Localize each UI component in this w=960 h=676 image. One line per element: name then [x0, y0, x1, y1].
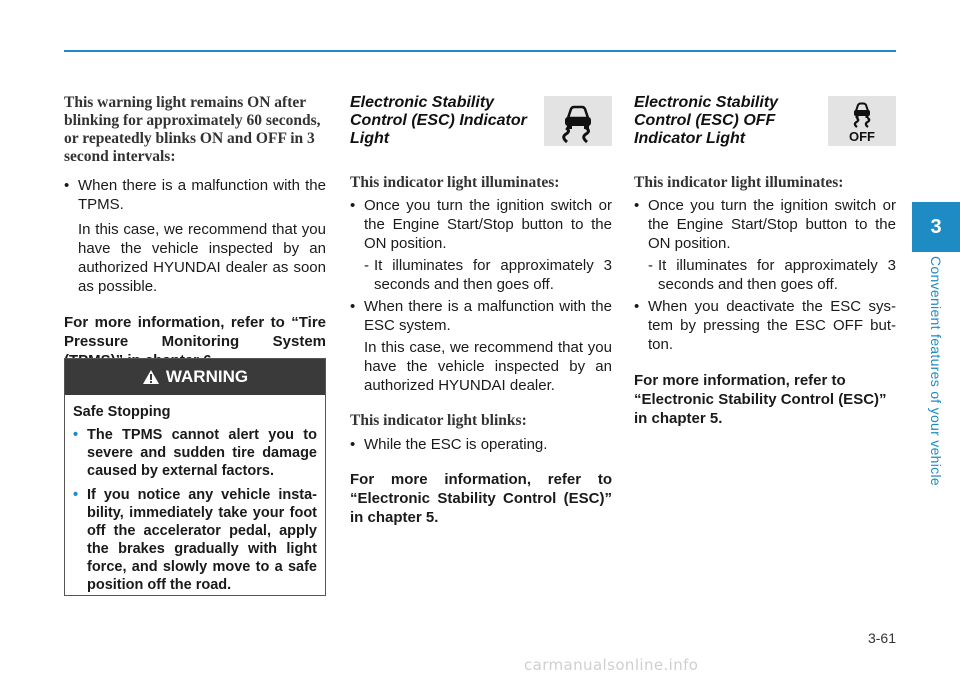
warning-item: • The TPMS cannot alert you to severe and sudden tire damage caused by external factors.	[73, 426, 317, 480]
chapter-title: Convenient features of your vehicle	[928, 256, 944, 486]
warning-triangle-icon	[142, 369, 160, 385]
esc-off-column	[634, 94, 896, 428]
esc-illuminates-heading: This indicator light illuminates:	[350, 174, 560, 191]
esc-car-skid-icon	[544, 96, 612, 146]
esc-off-icon	[828, 96, 896, 146]
esc-off-sub-bullet: - It illuminates for approximately 3 seconds and then goes off.	[648, 257, 896, 293]
chapter-tab: 3	[912, 202, 960, 252]
tpms-reference: For more information, refer to “Tire Pressure Monitoring System	[64, 314, 326, 350]
esc-off-title: Electronic Stability Control (ESC) OFF Indicator Light	[634, 94, 779, 147]
esc-blinks-heading: This indicator light blinks:	[350, 412, 527, 429]
esc-off-bullet: • When you deactivate the ESC sys-tem by pressing the ESC OFF but-ton.	[634, 297, 896, 354]
esc-off-illuminates-heading: This indicator light illuminates:	[634, 174, 844, 191]
esc-bullet: • When there is a malfunction with the ESC system.	[350, 297, 612, 335]
esc-bullet-list	[350, 196, 612, 253]
warning-box	[64, 358, 326, 596]
tpms-advice: In this case, we recommend that you have the vehicle inspected by an authorized HYUNDAI dealer as soon as possible.	[78, 221, 326, 295]
tpms-bullet-list	[64, 176, 326, 214]
esc-off-icon-text: OFF	[849, 129, 875, 144]
esc-off-reference: For more information, refer to “Electronic Stability Control (ESC)” in chapter 5.	[634, 372, 887, 427]
warning-header	[65, 359, 325, 395]
warning-item: • If you notice any vehicle insta-bility, immediately take your foot off the accelerator pedal, apply the brakes gradually with light force, and slowly move to a safe position off the road.	[73, 486, 317, 594]
warning-list	[73, 426, 317, 594]
top-rule	[64, 50, 896, 52]
esc-bullet: • Once you turn the ignition switch or the Engine Start/Stop button to the ON position.	[350, 196, 612, 253]
esc-reference: For more information, refer to “Electronic Stability Control (ESC)” in chapter 5.	[350, 471, 612, 526]
warning-title: Safe Stopping	[73, 404, 171, 420]
warning-label: WARNING	[165, 367, 249, 386]
esc-indicator-column	[350, 94, 612, 527]
esc-sub-bullet: - It illuminates for approximately 3 seconds and then goes off.	[364, 257, 612, 293]
esc-blink-bullet: • While the ESC is operating.	[350, 435, 612, 454]
tpms-bullet: • When there is a malfunction with the TPMS.	[64, 176, 326, 214]
esc-off-bullet-list	[634, 196, 896, 253]
footer-watermark: carmanualsonline.info	[524, 656, 699, 674]
esc-blink-list	[350, 435, 612, 454]
esc-indicator-title: Electronic Stability Control (ESC) Indicator Light	[350, 94, 527, 147]
esc-bullet-list-2	[350, 297, 612, 335]
tpms-column	[64, 94, 326, 370]
esc-off-bullet-list-2	[634, 297, 896, 354]
page-number: 3-61	[867, 630, 896, 646]
esc-advice: In this case, we recommend that you have the vehicle inspected by an authorized HYUNDAI dealer.	[364, 339, 612, 394]
tpms-heading: This warning light remains ON after blinking for approximately 60 seconds, or repeatedly blinks ON and OFF in 3 second intervals:	[64, 94, 321, 165]
esc-off-bullet: • Once you turn the ignition switch or the Engine Start/Stop button to the ON position.	[634, 196, 896, 253]
